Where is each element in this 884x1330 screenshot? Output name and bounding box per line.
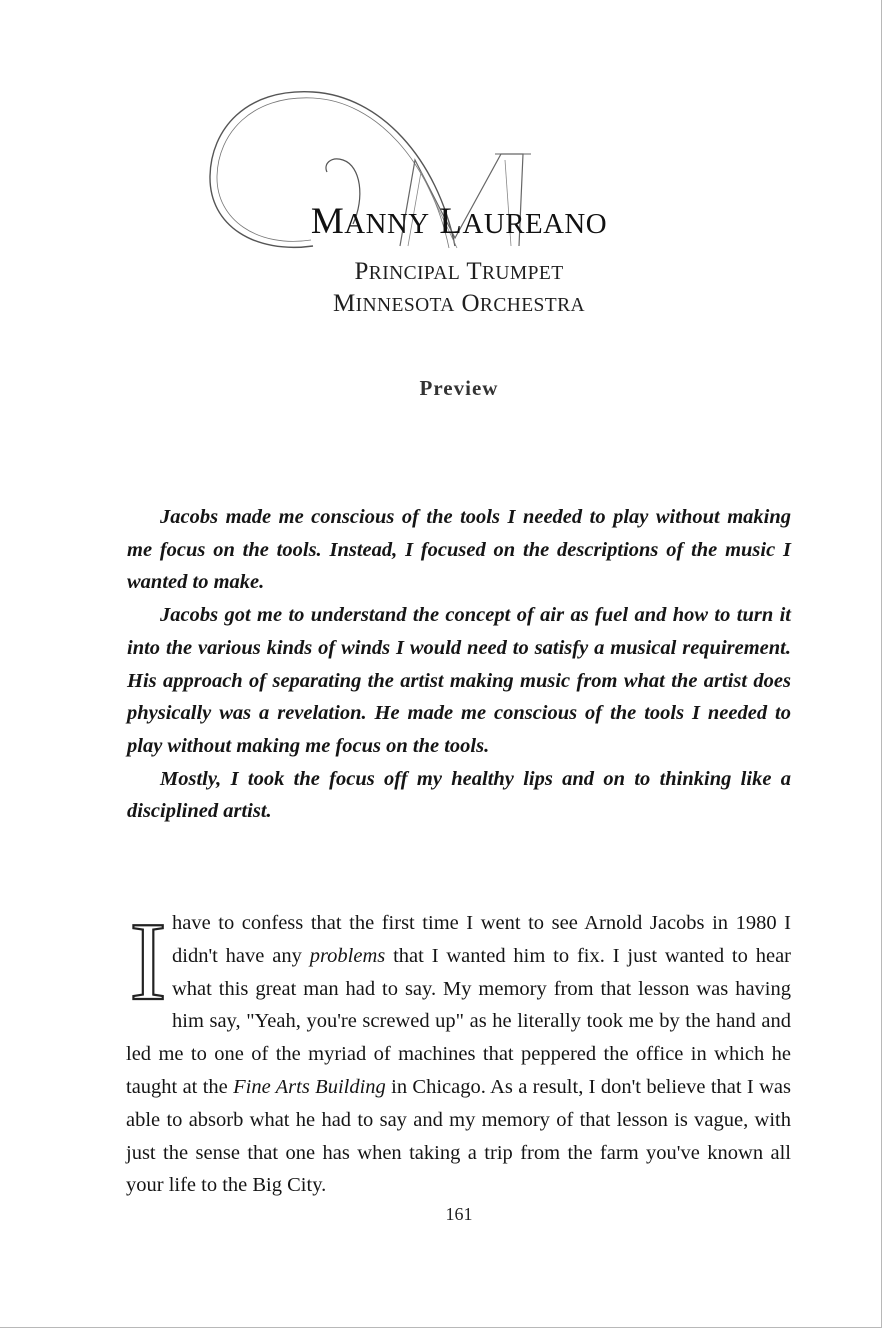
- quote-paragraph: Mostly, I took the focus off my healthy lips and on to thinking like a disciplined artist.: [127, 767, 791, 823]
- chapter-body: [126, 907, 791, 1202]
- emphasis-problems: problems: [309, 944, 386, 967]
- svg-text:I: I: [129, 913, 167, 1009]
- emphasis-fine-arts-building: Fine Arts Building: [233, 1075, 386, 1098]
- author-orchestra: MINNESOTA ORCHESTRA: [333, 290, 585, 317]
- body-paragraph: have to confess that the first time I went to see Arnold Jacobs in 1980 I didn't have any problems that I wanted him to fix. I just wanted to hear what this great man had to say. My memory from that lesson was having him say, "Yeah, you're screwed up" as he literally took me by the hand and led me to one of the myriad of machines that peppered the office in which he taught at the Fine Arts Building in Chicago. As a result, I don't believe that I was able to absorb what he had to say and my memory of that lesson is vague, with just the sense that one has when taking a trip from the farm you've known all your life to the Big City.: [126, 912, 791, 1197]
- quote-paragraph: Jacobs made me conscious of the tools I needed to play without making me focus on the tools. Instead, I focused on the descriptions of the music I wanted to make.: [127, 506, 791, 594]
- section-heading-preview: Preview: [419, 376, 499, 400]
- preview-quote: [127, 501, 791, 828]
- quote-paragraph: Jacobs got me to understand the concept of air as fuel and how to turn it into the various kinds of winds I would need to satisfy a musical requirement. His approach of separating the artist making music from what the artist does physically was a revelation. He made me conscious of the tools I needed to play without making me focus on the tools.: [127, 604, 791, 757]
- author-name: MANNY LAUREANO: [310, 201, 608, 242]
- author-title: PRINCIPAL TRUMPET: [354, 258, 564, 285]
- drop-cap: [126, 913, 170, 1009]
- page-number: 161: [445, 1204, 473, 1224]
